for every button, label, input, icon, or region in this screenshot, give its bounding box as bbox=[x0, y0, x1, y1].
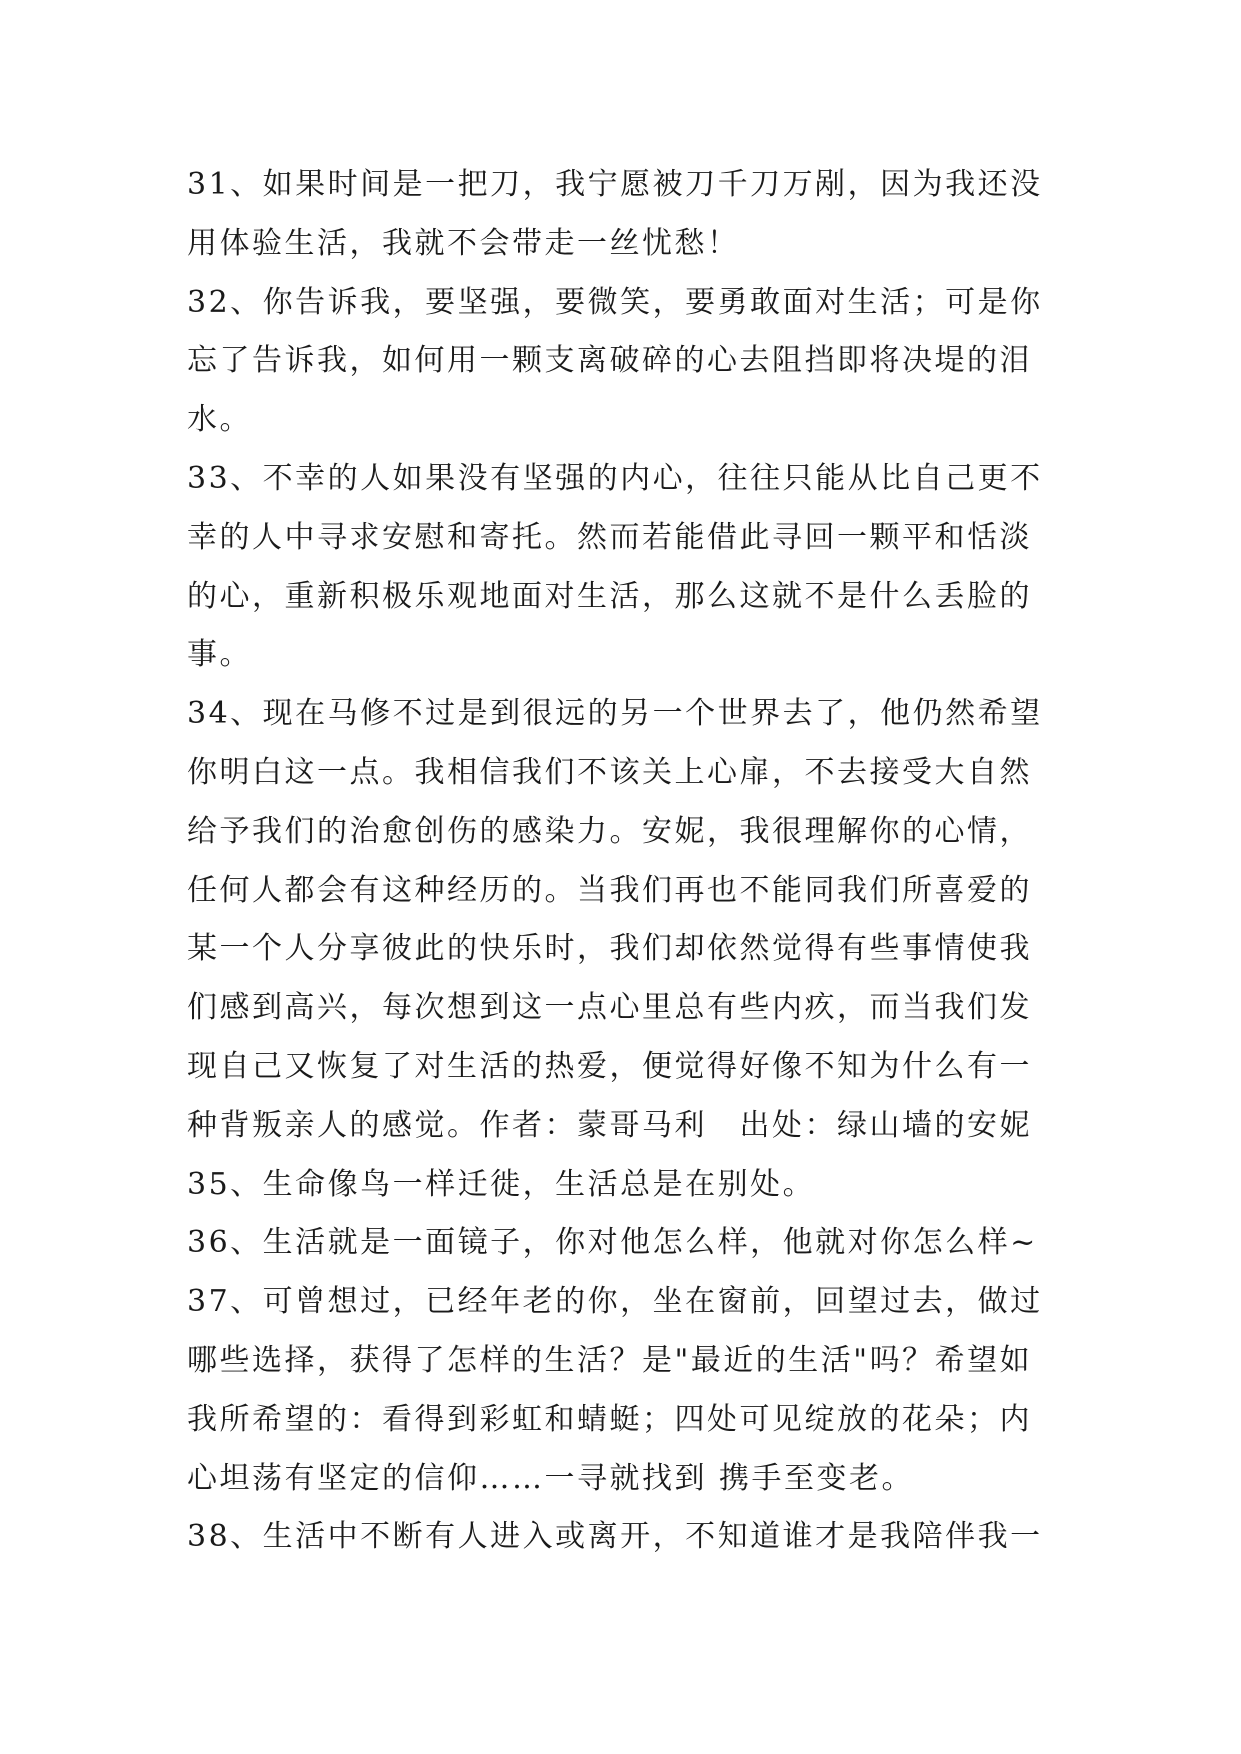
text-line: 35、生命像鸟一样迁徙，生活总是在别处。 bbox=[187, 1166, 816, 1202]
text-line: 某一个人分享彼此的快乐时，我们却依然觉得有些事情使我 bbox=[187, 931, 1032, 967]
text-line: 我所希望的：看得到彩虹和蜻蜓；四处可见绽放的花朵；内 bbox=[187, 1401, 1032, 1437]
body-text bbox=[187, 156, 1057, 1567]
text-line: 心坦荡有坚定的信仰……一寻就找到 携手至变老。 bbox=[187, 1460, 915, 1496]
text-line: 忘了告诉我，如何用一颗支离破碎的心去阻挡即将决堤的泪 bbox=[187, 343, 1032, 379]
text-line: 32、你告诉我，要坚强，要微笑，要勇敢面对生活；可是你 bbox=[187, 284, 1043, 320]
text-line: 34、现在马修不过是到很远的另一个世界去了，他仍然希望 bbox=[187, 696, 1043, 732]
text-line: 任何人都会有这种经历的。当我们再也不能同我们所喜爱的 bbox=[187, 872, 1032, 908]
text-line: 幸的人中寻求安慰和寄托。然而若能借此寻回一颗平和恬淡 bbox=[187, 519, 1032, 555]
text-line: 种背叛亲人的感觉。作者：蒙哥马利 出处：绿山墙的安妮 bbox=[187, 1107, 1032, 1143]
text-line: 们感到高兴，每次想到这一点心里总有些内疚，而当我们发 bbox=[187, 990, 1032, 1026]
text-line: 33、不幸的人如果没有坚强的内心，往往只能从比自己更不 bbox=[187, 460, 1043, 496]
text-line: 你明白这一点。我相信我们不该关上心扉，不去接受大自然 bbox=[187, 754, 1032, 790]
text-line: 37、可曾想过，已经年老的你，坐在窗前，回望过去，做过 bbox=[187, 1284, 1043, 1320]
text-line: 31、如果时间是一把刀，我宁愿被刀千刀万剐，因为我还没 bbox=[187, 167, 1043, 202]
text-line: 给予我们的治愈创伤的感染力。安妮，我很理解你的心情， bbox=[187, 813, 1032, 849]
text-line: 用体验生活，我就不会带走一丝忧愁！ bbox=[187, 225, 740, 261]
text-line: 事。 bbox=[187, 637, 252, 673]
text-line: 现自己又恢复了对生活的热爱，便觉得好像不知为什么有一 bbox=[187, 1048, 1032, 1084]
text-line: 哪些选择，获得了怎样的生活？是"最近的生活"吗？希望如 bbox=[187, 1342, 1033, 1378]
text-line: 38、生活中不断有人进入或离开，不知道谁才是我陪伴我一 bbox=[187, 1519, 1043, 1555]
text-line: 36、生活就是一面镜子，你对他怎么样，他就对你怎么样~ bbox=[187, 1225, 1038, 1261]
text-line: 的心，重新积极乐观地面对生活，那么这就不是什么丢脸的 bbox=[187, 578, 1032, 614]
text-line: 水。 bbox=[187, 402, 252, 438]
